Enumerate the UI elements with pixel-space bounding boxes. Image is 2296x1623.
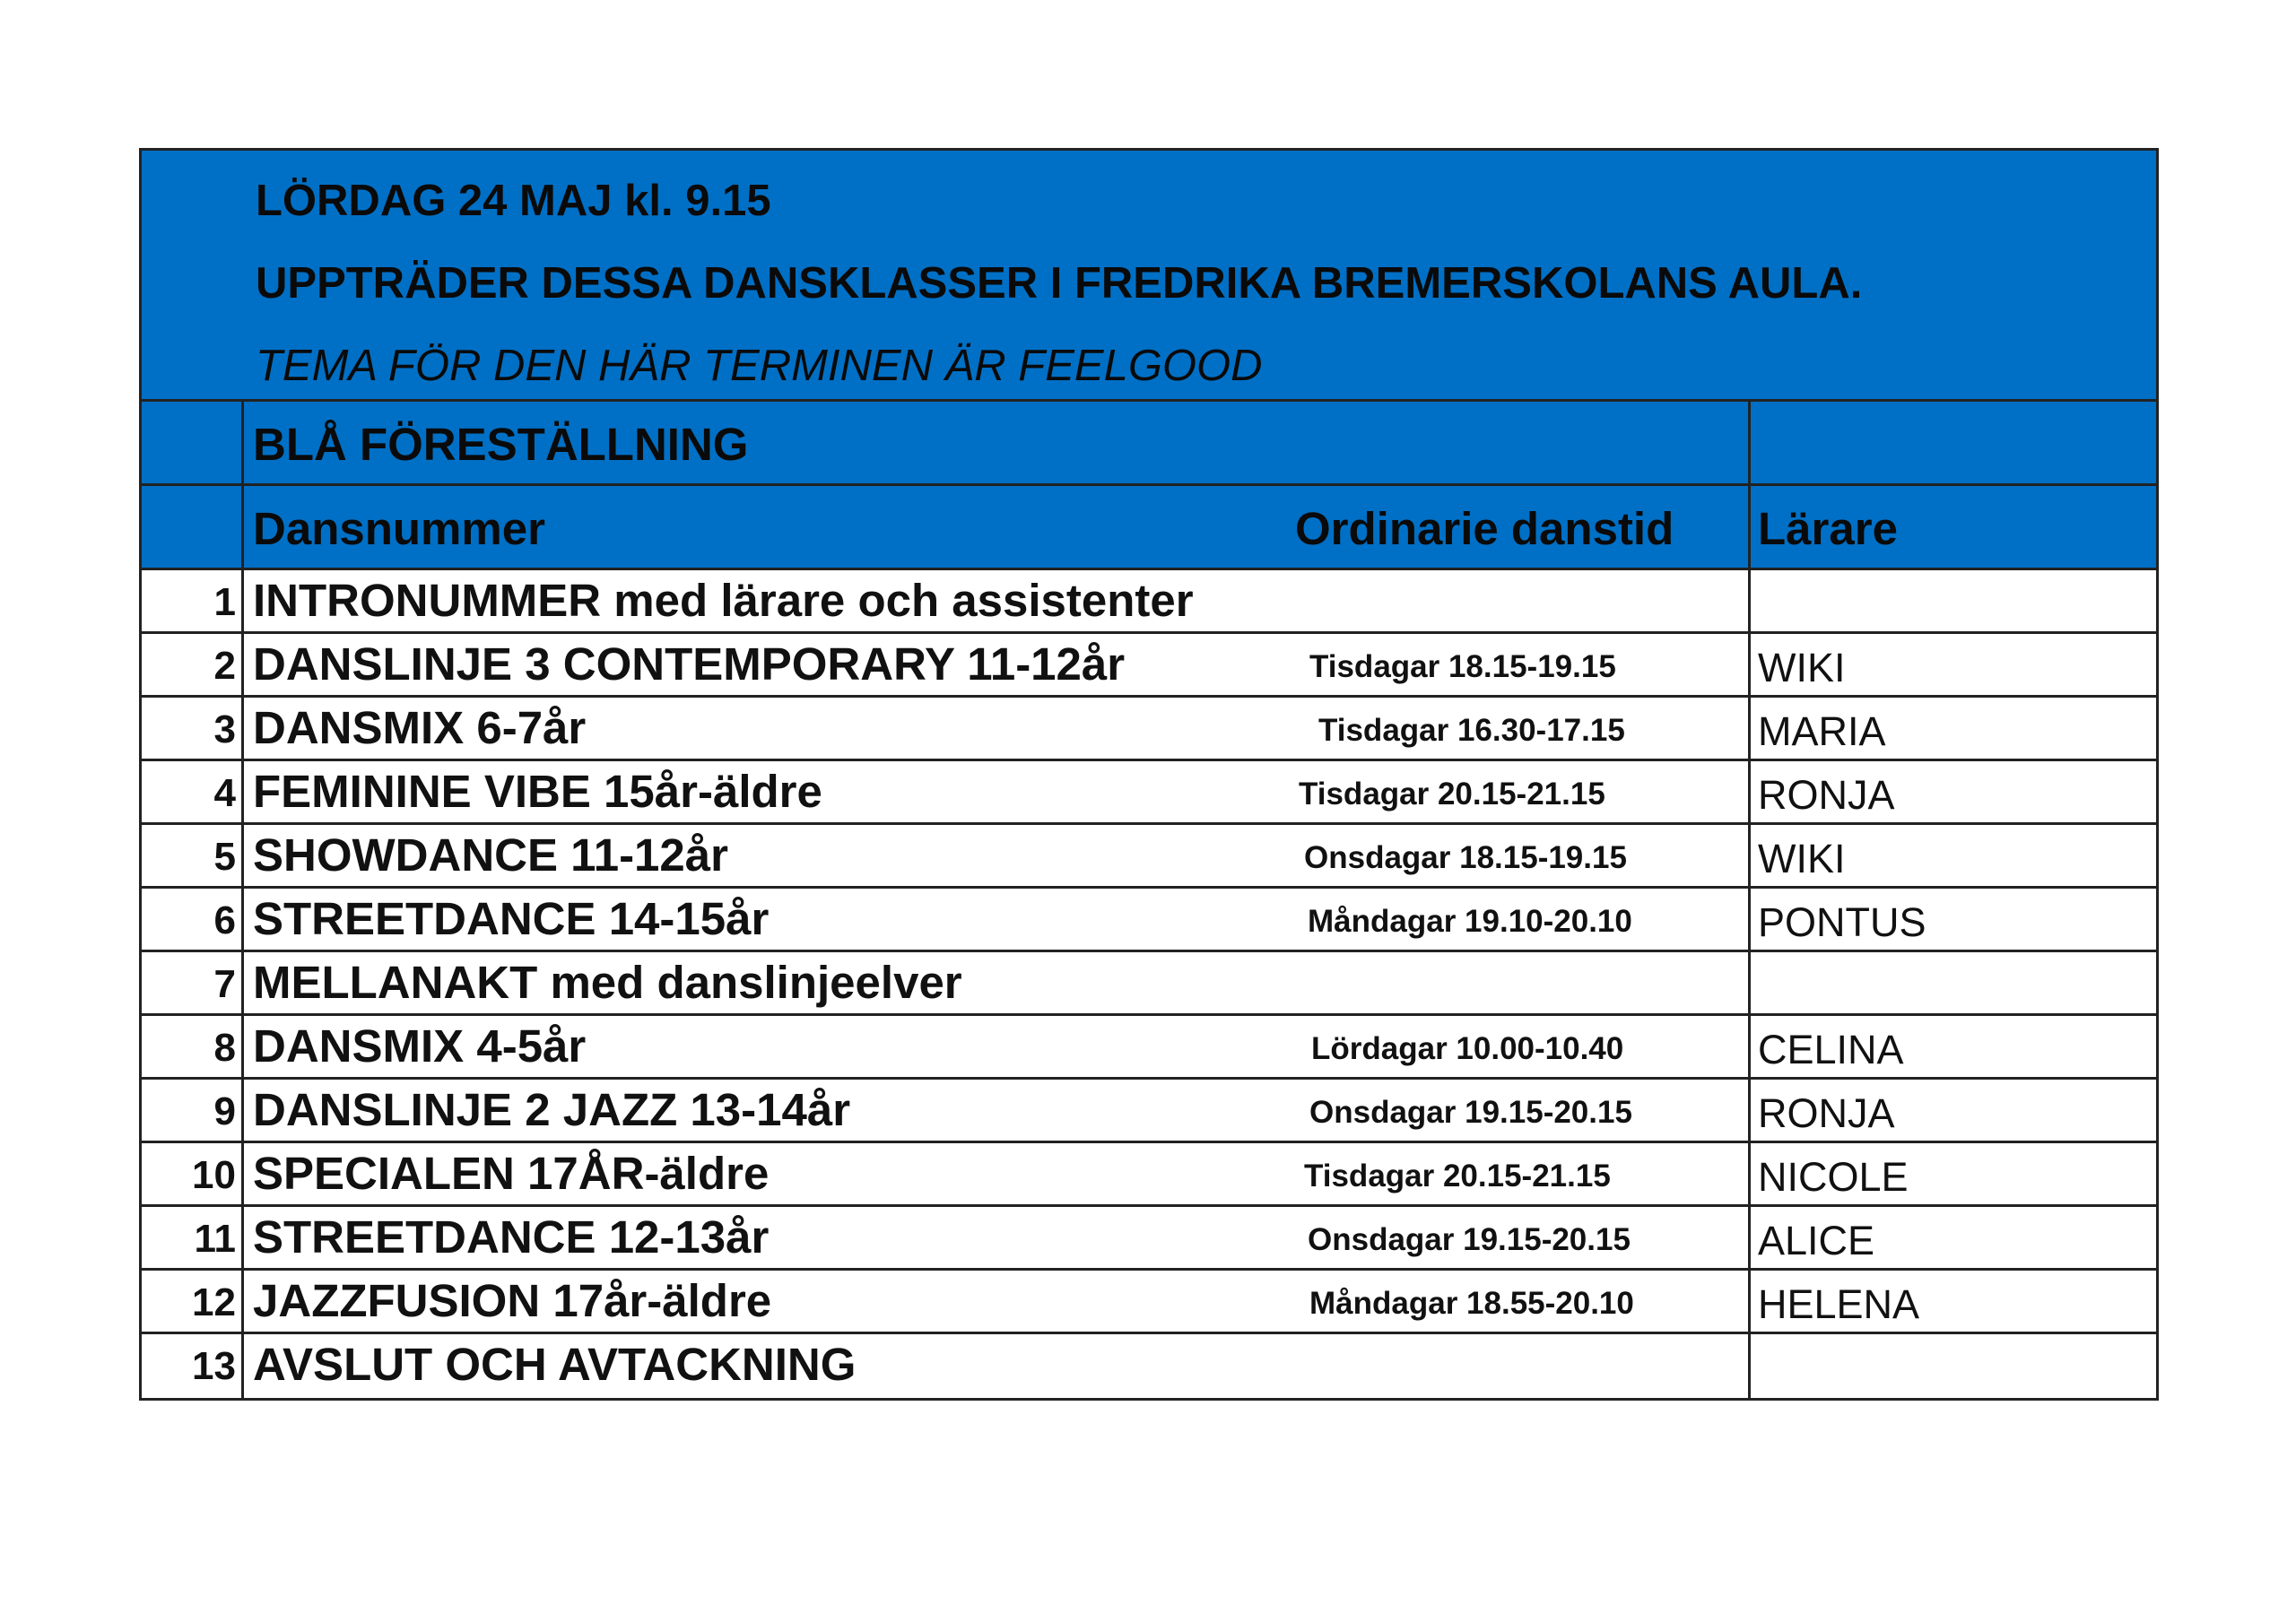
row-number: 11 [142, 1207, 244, 1268]
row-main-cell [244, 1080, 1751, 1141]
row-main-cell [244, 1334, 1751, 1398]
dance-title: FEMININE VIBE 15år-äldre [253, 766, 822, 817]
dance-title: JAZZFUSION 17år-äldre [253, 1275, 772, 1326]
row-number: 9 [142, 1080, 244, 1141]
row-number: 13 [142, 1334, 244, 1398]
table-row [142, 634, 2156, 698]
table-row [142, 1207, 2156, 1271]
teacher-name: ALICE [1758, 1218, 1875, 1263]
row-teacher-cell [1751, 952, 2156, 1013]
table-row [142, 889, 2156, 952]
row-main-cell [244, 889, 1751, 950]
section-teacher-cell [1751, 402, 2156, 483]
row-teacher-cell [1751, 1207, 2156, 1268]
header-main-cell [244, 486, 1751, 568]
table-row [142, 1334, 2156, 1398]
column-header-teacher: Lärare [1758, 503, 1898, 554]
row-number: 7 [142, 952, 244, 1013]
header-num-cell [142, 486, 244, 568]
dance-time: Tisdagar 18.15-19.15 [1309, 649, 1616, 684]
row-teacher-cell [1751, 698, 2156, 759]
section-num-cell [142, 402, 244, 483]
row-main-cell [244, 1016, 1751, 1077]
column-header-time: Ordinarie danstid [1295, 503, 1674, 554]
dance-time: Onsdagar 19.15-20.15 [1308, 1222, 1631, 1257]
row-number: 4 [142, 761, 244, 822]
dance-time: Måndagar 18.55-20.10 [1309, 1286, 1634, 1321]
section-title-cell [244, 402, 1751, 483]
teacher-name: PONTUS [1758, 899, 1926, 945]
row-main-cell [244, 1271, 1751, 1332]
table-row [142, 1080, 2156, 1143]
row-number: 1 [142, 570, 244, 631]
teacher-name: WIKI [1758, 645, 1846, 690]
teacher-name: RONJA [1758, 1090, 1895, 1136]
dance-time: Tisdagar 20.15-21.15 [1304, 1159, 1611, 1193]
row-main-cell [244, 1207, 1751, 1268]
teacher-name: HELENA [1758, 1281, 1920, 1327]
dance-title: SPECIALEN 17ÅR-äldre [253, 1148, 770, 1199]
table-row [142, 952, 2156, 1016]
table-row [142, 698, 2156, 761]
row-main-cell [244, 952, 1751, 1013]
table-row [142, 761, 2156, 825]
teacher-name: RONJA [1758, 772, 1895, 818]
row-number: 12 [142, 1271, 244, 1332]
row-number: 3 [142, 698, 244, 759]
dance-title: STREETDANCE 14-15år [253, 893, 770, 944]
row-teacher-cell [1751, 1080, 2156, 1141]
dance-title: AVSLUT OCH AVTACKNING [253, 1339, 857, 1390]
row-number: 5 [142, 825, 244, 886]
dance-time: Tisdagar 16.30-17.15 [1318, 713, 1625, 748]
dance-title: STREETDANCE 12-13år [253, 1211, 770, 1263]
row-main-cell [244, 761, 1751, 822]
row-teacher-cell [1751, 825, 2156, 886]
section-title-row [142, 402, 2156, 486]
row-main-cell [244, 825, 1751, 886]
column-header-row [142, 486, 2156, 570]
table-row [142, 1016, 2156, 1080]
schedule-table [139, 148, 2159, 1401]
header-date: LÖRDAG 24 MAJ kl. 9.15 [256, 177, 771, 225]
teacher-name: WIKI [1758, 836, 1846, 881]
dance-title: DANSLINJE 2 JAZZ 13-14år [253, 1084, 851, 1135]
column-header-dance: Dansnummer [253, 503, 545, 554]
row-teacher-cell [1751, 889, 2156, 950]
header-theme: TEMA FÖR DEN HÄR TERMINEN ÄR FEELGOOD [256, 342, 1263, 390]
section-title: BLÅ FÖRESTÄLLNING [253, 419, 749, 470]
row-main-cell [244, 570, 1751, 631]
dance-time: Tisdagar 20.15-21.15 [1299, 777, 1605, 812]
row-number: 6 [142, 889, 244, 950]
teacher-name: CELINA [1758, 1027, 1904, 1072]
dance-title: SHOWDANCE 11-12år [253, 829, 728, 881]
header-block [142, 151, 2156, 402]
row-teacher-cell [1751, 1271, 2156, 1332]
header-venue: UPPTRÄDER DESSA DANSKLASSER I FREDRIKA BREMERSKOLANS AULA. [256, 259, 1863, 308]
row-main-cell [244, 634, 1751, 695]
row-teacher-cell [1751, 570, 2156, 631]
row-main-cell [244, 1143, 1751, 1204]
table-row [142, 825, 2156, 889]
row-teacher-cell [1751, 1143, 2156, 1204]
dance-time: Måndagar 19.10-20.10 [1308, 904, 1632, 939]
rows-container [142, 570, 2156, 1398]
header-teacher-cell [1751, 486, 2156, 568]
row-teacher-cell [1751, 1334, 2156, 1398]
row-main-cell [244, 698, 1751, 759]
table-row [142, 570, 2156, 634]
row-number: 10 [142, 1143, 244, 1204]
teacher-name: NICOLE [1758, 1154, 1909, 1200]
row-teacher-cell [1751, 761, 2156, 822]
row-number: 8 [142, 1016, 244, 1077]
dance-time: Onsdagar 18.15-19.15 [1304, 840, 1627, 875]
dance-title: INTRONUMMER med lärare och assistenter [253, 575, 1194, 626]
teacher-name: MARIA [1758, 708, 1886, 754]
dance-title: MELLANAKT med danslinjeelver [253, 957, 962, 1008]
row-teacher-cell [1751, 1016, 2156, 1077]
table-row [142, 1143, 2156, 1207]
row-number: 2 [142, 634, 244, 695]
table-row [142, 1271, 2156, 1334]
dance-title: DANSLINJE 3 CONTEMPORARY 11-12år [253, 638, 1126, 690]
row-teacher-cell [1751, 634, 2156, 695]
dance-time: Onsdagar 19.15-20.15 [1309, 1095, 1632, 1130]
dance-title: DANSMIX 6-7år [253, 702, 587, 753]
dance-title: DANSMIX 4-5år [253, 1020, 587, 1072]
dance-time: Lördagar 10.00-10.40 [1311, 1031, 1624, 1066]
